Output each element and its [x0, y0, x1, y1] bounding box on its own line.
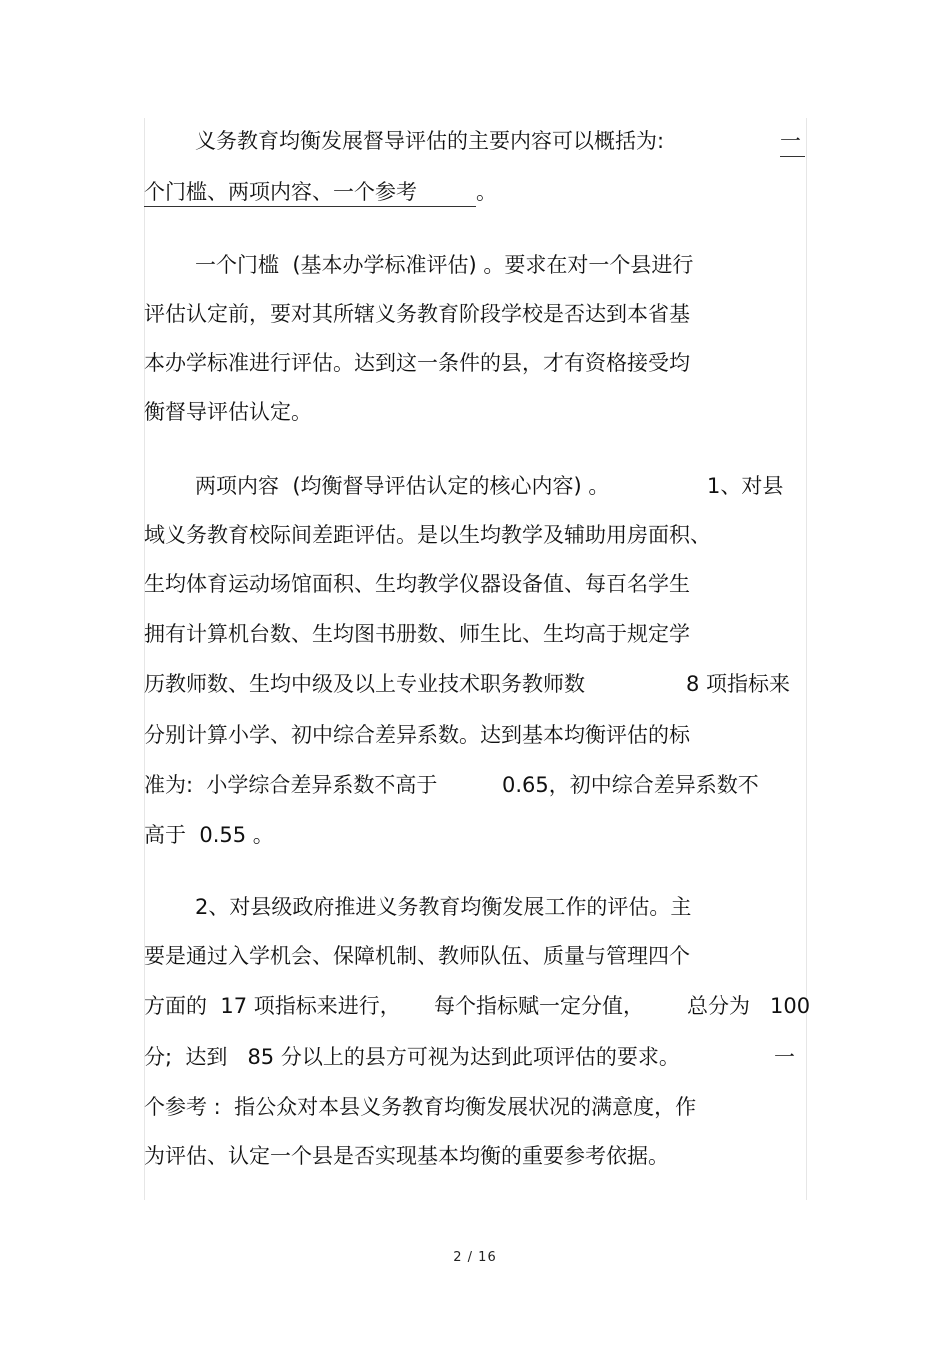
content-line-2 [144, 520, 809, 550]
content-line-8 [144, 820, 809, 850]
fill-blank-underline-2 [144, 206, 476, 207]
content-text-7b: 0.65，初中综合差异系数不 [502, 773, 759, 797]
threshold-text-2: 评估认定前，要对其所辖义务教育阶段学校是否达到本省基 [144, 302, 690, 326]
gov-text-4a: 分; 达到 85 分以上的县方可视为达到此项评估的要求。 [144, 1045, 680, 1069]
content-text-3: 生均体育运动场馆面积、生均教学仪器设备值、每百名学生 [144, 572, 690, 596]
gov-text-3a: 方面的 17 项指标来进行， [144, 994, 401, 1018]
content-text-6: 分别计算小学、初中综合差异系数。达到基本均衡评估的标 [144, 723, 690, 747]
content-text-2: 域义务教育校际间差距评估。是以生均教学及辅助用房面积、 [144, 523, 711, 547]
gov-text-5: 个参考 : 指公众对本县义务教育均衡发展状况的满意度，作 [144, 1095, 697, 1119]
gov-text-4b: 一 [774, 1045, 795, 1069]
content-text-1b: 1、对县 [707, 474, 784, 498]
page-number: 2 / 16 [453, 1250, 497, 1265]
gov-text-3b: 每个指标赋一定分值， [434, 994, 644, 1018]
content-line-3 [144, 569, 809, 599]
threshold-text-3: 本办学标准进行评估。达到这一条件的县，才有资格接受均 [144, 351, 690, 375]
content-text-5a: 历教师数、生均中级及以上专业技术职务教师数 [144, 672, 585, 696]
gov-text-6: 为评估、认定一个县是否实现基本均衡的重要参考依据。 [144, 1144, 669, 1168]
intro-period: 。 [476, 180, 497, 204]
threshold-text-1: 一个门槛 (基本办学标准评估) 。要求在对一个县进行 [195, 253, 694, 277]
threshold-line-2 [144, 299, 809, 329]
threshold-text-4: 衡督导评估认定。 [144, 400, 312, 424]
gov-text-1: 2、对县级政府推进义务教育均衡发展工作的评估。主 [195, 895, 692, 919]
page-border-left [144, 118, 145, 1200]
gov-text-2: 要是通过入学机会、保障机制、教师队伍、质量与管理四个 [144, 944, 690, 968]
content-line-6 [144, 720, 809, 750]
content-line-4 [144, 619, 809, 649]
content-text-4: 拥有计算机台数、生均图书册数、师生比、生均高于规定学 [144, 622, 690, 646]
gov-line-5 [144, 1092, 809, 1122]
content-text-5b: 8 项指标来 [686, 672, 791, 696]
threshold-line-4 [144, 397, 809, 427]
intro-blank-1: 一 [780, 129, 801, 153]
content-text-7a: 准为: 小学综合差异系数不高于 [144, 773, 438, 797]
gov-text-3c: 总分为 [687, 994, 750, 1018]
content-text-8: 高于 0.55 。 [144, 823, 274, 847]
threshold-line-3 [144, 348, 809, 378]
gov-line-2 [144, 941, 809, 971]
gov-text-3d: 100 [770, 994, 811, 1018]
gov-line-6 [144, 1141, 809, 1171]
intro-blank-2: 个门槛、两项内容、一个参考 [144, 180, 417, 204]
page-border-right [806, 118, 807, 1200]
content-text-1a: 两项内容 (均衡督导评估认定的核心内容) 。 [195, 474, 610, 498]
intro-text-1: 义务教育均衡发展督导评估的主要内容可以概括为: [195, 129, 665, 153]
fill-blank-underline-1 [780, 156, 805, 157]
